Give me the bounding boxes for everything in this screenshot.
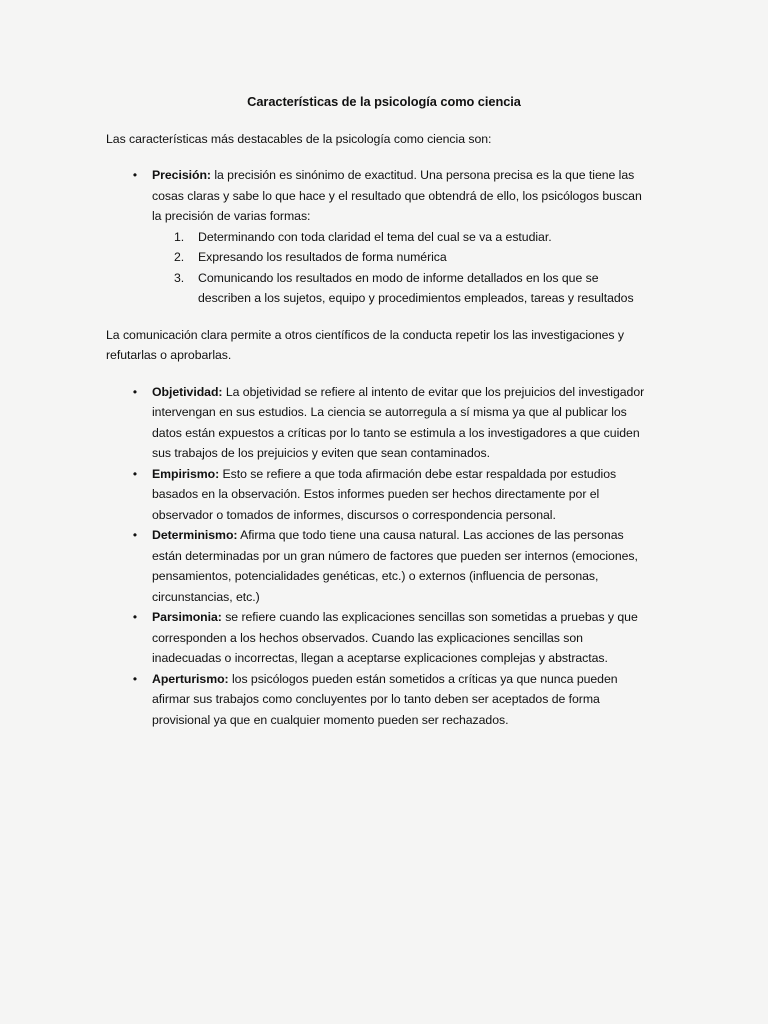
list-item-step: [152, 227, 654, 248]
intro-paragraph: Las características más destacables de la psicología como ciencia son:: [106, 131, 492, 146]
parsimonia-text: se refiere cuando las explicaciones sencillas son sometidas a pruebas y que corresponden a los hechos observados. Cuando las explicaciones sencillas son inadecuadas o incorrectas, llegan a aceptarse explicaciones complejas y abstractas.: [152, 610, 638, 665]
precision-list: [106, 165, 654, 309]
list-item-aperturismo: [106, 669, 654, 731]
bullet-icon: •: [132, 168, 138, 182]
list-item-precision: [106, 165, 654, 309]
list-item-parsimonia: [106, 607, 654, 669]
list-item-step: [152, 247, 654, 268]
bullet-icon: •: [132, 384, 138, 399]
characteristics-list: [106, 382, 654, 731]
step-number: 3.: [174, 270, 185, 285]
bullet-icon: •: [132, 671, 138, 686]
step-number: 2.: [174, 250, 185, 264]
term-objetividad: Objetividad:: [152, 384, 223, 399]
step-text: Expresando los resultados de forma numérica: [198, 250, 447, 264]
list-item-determinismo: [106, 525, 654, 607]
bullet-icon: •: [132, 466, 138, 481]
step-number: 1.: [174, 229, 185, 244]
term-parsimonia: Parsimonia:: [152, 610, 222, 624]
middle-paragraph: La comunicación clara permite a otros científicos de la conducta repetir los las investigaciones y refutarlas o aprobarlas.: [106, 327, 624, 362]
list-item-objetividad: [106, 382, 654, 464]
term-empirismo: Empirismo:: [152, 466, 220, 481]
bullet-icon: •: [132, 528, 138, 542]
aperturismo-text: los psicólogos pueden están sometidos a críticas ya que nunca pueden afirmar sus trabajos como concluyentes por lo tanto deben ser aceptados de forma provisional ya que en cualquier momento pueden ser rechazados.: [152, 671, 618, 727]
empirismo-text: Esto se refiere a que toda afirmación debe estar respaldada por estudios basados en la observación. Estos informes pueden ser hechos directamente por el observador o tomados de informes, discursos o correspondencia personal.: [152, 466, 617, 522]
determinismo-text: Afirma que todo tiene una causa natural. Las acciones de las personas están determinadas por un gran número de factores que pueden ser internos (emociones, pensamientos, potencialidades genéticas, etc.) o externos (influencia de personas, circunstancias, etc.): [152, 528, 638, 604]
term-aperturismo: Aperturismo:: [152, 671, 229, 686]
precision-steps: [152, 227, 654, 309]
bullet-icon: •: [132, 610, 138, 624]
term-precision: Precisión:: [152, 168, 211, 182]
list-item-step: [152, 268, 654, 309]
step-text: Comunicando los resultados en modo de informe detallados en los que se describen a los sujetos, equipo y procedimientos empleados, tareas y resultados: [198, 270, 634, 305]
document-content: [106, 92, 654, 730]
document-title: Características de la psicología como ciencia: [247, 94, 521, 109]
list-item-empirismo: [106, 464, 654, 526]
objetividad-text: La objetividad se refiere al intento de evitar que los prejuicios del investigador intervengan en sus estudios. La ciencia se autorregula a sí misma ya que al publicar los datos están expuestos a críticas por lo tanto se estimula a los investigadores a que cuiden sus trabajos de los prejuicios y eviten que sean contaminados.: [152, 384, 645, 460]
step-text: Determinando con toda claridad el tema del cual se va a estudiar.: [198, 229, 552, 244]
term-determinismo: Determinismo:: [152, 528, 238, 542]
precision-text: la precisión es sinónimo de exactitud. Una persona precisa es la que tiene las cosas claras y sabe lo que hace y el resultado que obtendrá de ello, los psicólogos buscan la precisión de varias formas:: [152, 168, 642, 223]
